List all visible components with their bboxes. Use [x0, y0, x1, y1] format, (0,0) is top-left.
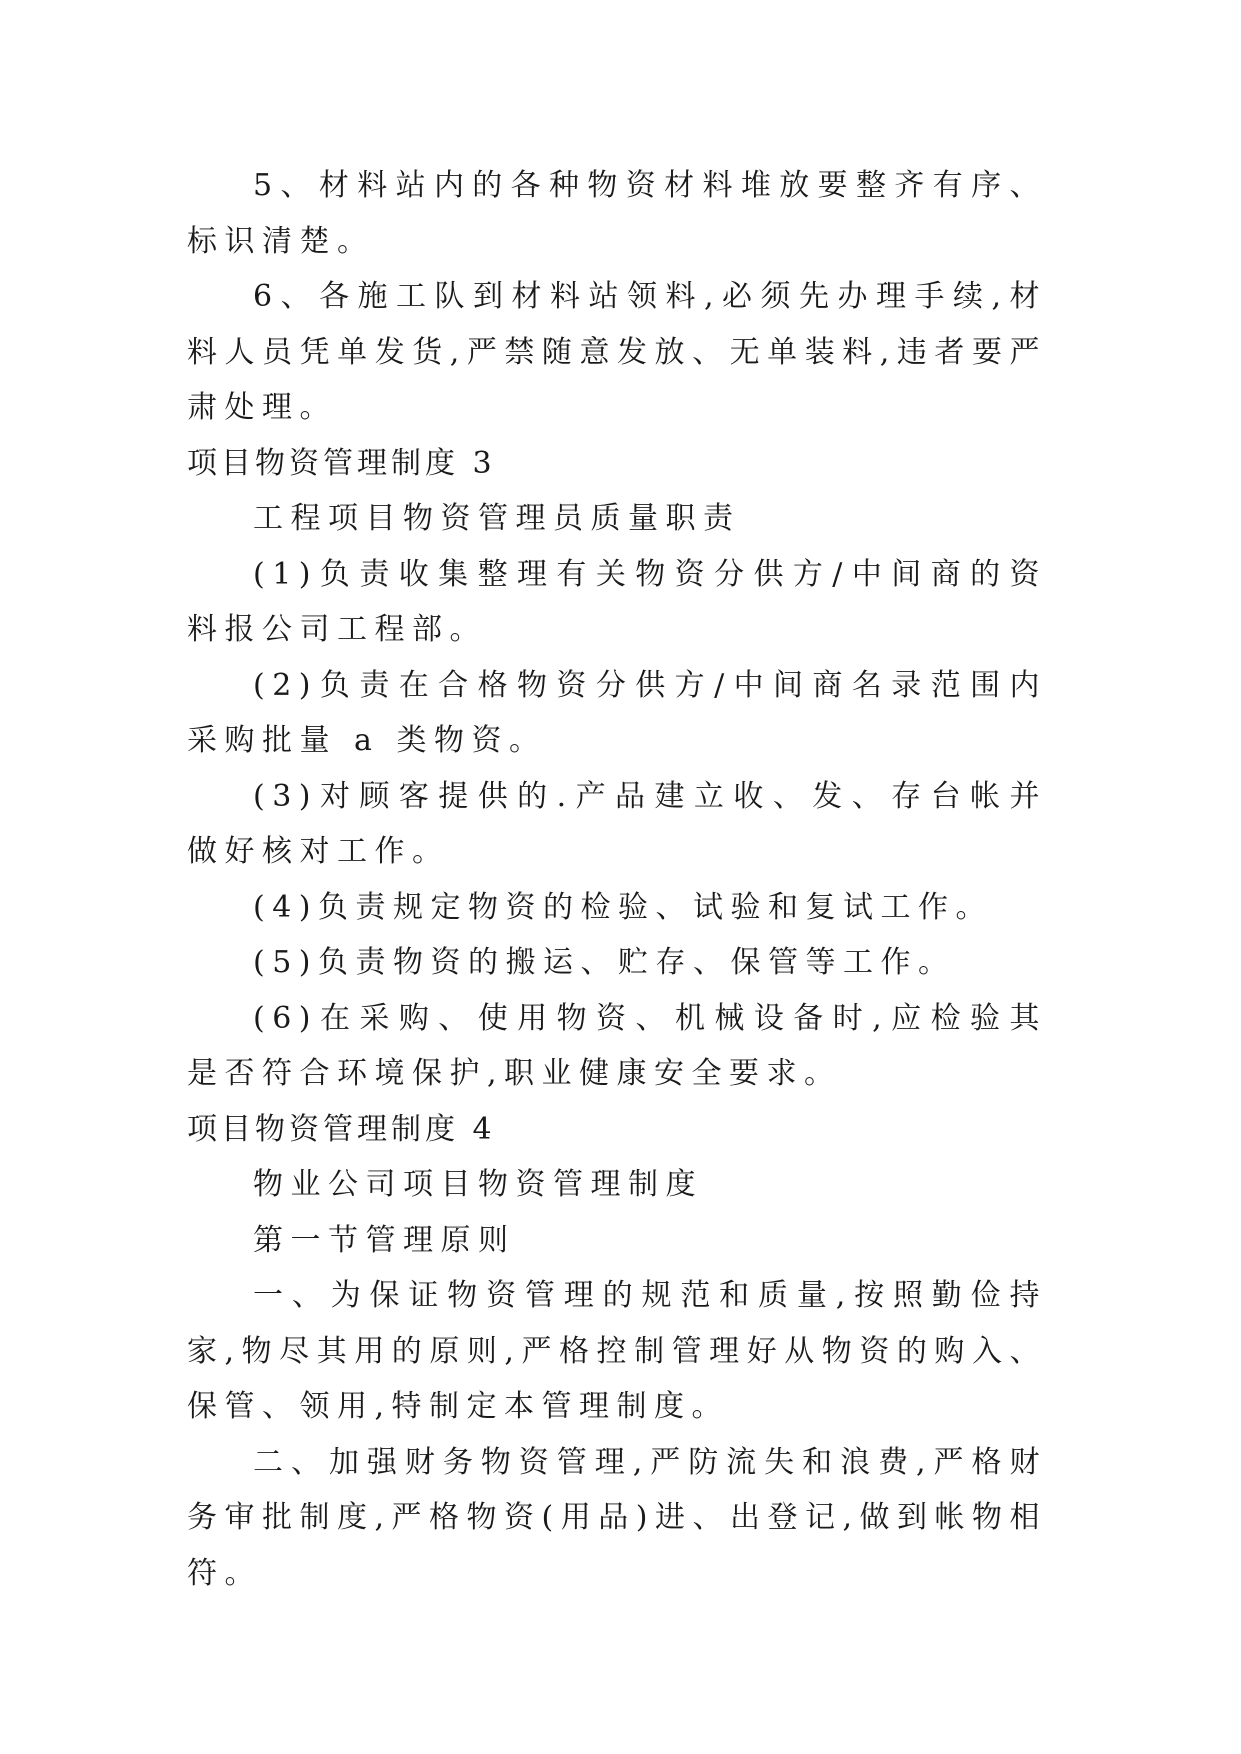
principle-item-1: 一、为保证物资管理的规范和质量,按照勤俭持家,物尽其用的原则,严格控制管理好从物资的购入、保管、领用,特制定本管理制度。 [187, 1278, 1047, 1424]
subheading-property-company: 物业公司项目物资管理制度 [253, 1167, 703, 1202]
subheading-manager-duties: 工程项目物资管理员质量职责 [253, 501, 741, 536]
section-heading-3: 项目物资管理制度 3 [187, 445, 496, 481]
subheading-section-one: 第一节管理原则 [253, 1222, 516, 1258]
duty-item-4: (4)负责规定物资的检验、试验和复试工作。 [253, 889, 993, 925]
duty-item-3: (3)对顾客提供的.产品建立收、发、存台帐并做好核对工作。 [187, 778, 1047, 869]
principle-item-2: 二、加强财务物资管理,严防流失和浪费,严格财务审批制度,严格物资(用品)进、出登记,做到帐物相符。 [187, 1444, 1047, 1591]
document-body [187, 158, 1047, 1601]
duty-item-2: (2)负责在合格物资分供方/中间商名录范围内采购批量 a 类物资。 [187, 667, 1047, 758]
duty-item-6: (6)在采购、使用物资、机械设备时,应检验其是否符合环境保护,职业健康安全要求。 [187, 1000, 1047, 1091]
duty-item-1: (1)负责收集整理有关物资分供方/中间商的资料报公司工程部。 [187, 556, 1047, 647]
duty-item-5: (5)负责物资的搬运、贮存、保管等工作。 [253, 945, 956, 980]
paragraph-item-5: 5、材料站内的各种物资材料堆放要整齐有序、标识清楚。 [187, 168, 1047, 259]
paragraph-item-6: 6、各施工队到材料站领料,必须先办理手续,材料人员凭单发货,严禁随意发放、无单装料,违者要严肃处理。 [187, 279, 1047, 425]
section-heading-4: 项目物资管理制度 4 [187, 1111, 496, 1147]
